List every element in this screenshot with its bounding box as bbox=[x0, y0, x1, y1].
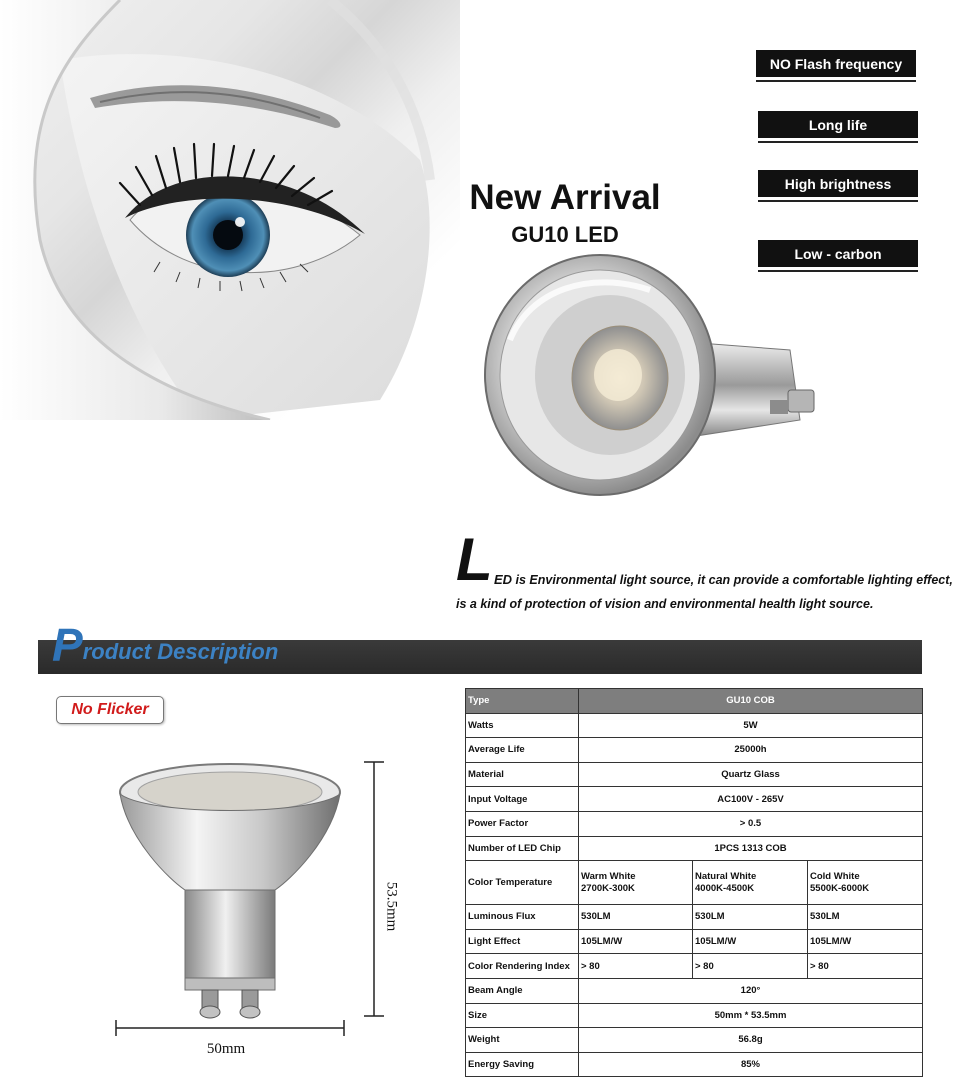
spec-label: Input Voltage bbox=[466, 787, 579, 812]
spec-value: 530LM bbox=[808, 905, 923, 930]
spec-label: Weight bbox=[466, 1028, 579, 1053]
eye-illustration bbox=[0, 0, 460, 420]
spec-row-color-temperature bbox=[466, 861, 923, 905]
spec-value: Quartz Glass bbox=[579, 762, 923, 787]
feature-badge-high-brightness: High brightness bbox=[758, 170, 918, 200]
spec-value: AC100V - 265V bbox=[579, 787, 923, 812]
spec-label: Energy Saving bbox=[466, 1052, 579, 1077]
intro-line-1 bbox=[494, 568, 953, 592]
spec-value: 120° bbox=[579, 978, 923, 1003]
dimension-drawing bbox=[100, 750, 390, 1050]
spec-row bbox=[466, 1028, 923, 1053]
spec-label: Power Factor bbox=[466, 811, 579, 836]
spec-value: 105LM/W bbox=[808, 929, 923, 954]
spec-value: 5W bbox=[579, 713, 923, 738]
spec-row bbox=[466, 929, 923, 954]
color-temp-range: 2700K-300K bbox=[581, 882, 635, 894]
spec-value: > 0.5 bbox=[579, 811, 923, 836]
intro-drop-cap-rest: ED bbox=[494, 572, 513, 587]
spec-value: > 80 bbox=[808, 954, 923, 979]
spec-value: 85% bbox=[579, 1052, 923, 1077]
eye-photo bbox=[0, 0, 460, 420]
spec-value: > 80 bbox=[693, 954, 808, 979]
spec-row bbox=[466, 811, 923, 836]
spec-label: Color Temperature bbox=[466, 861, 579, 905]
spec-value: > 80 bbox=[579, 954, 693, 979]
section-title-rest: roduct Description bbox=[82, 639, 279, 664]
spec-value bbox=[579, 861, 693, 905]
spec-label: Material bbox=[466, 762, 579, 787]
color-temp-range: 5500K-6000K bbox=[810, 882, 870, 894]
spec-row bbox=[466, 978, 923, 1003]
spec-value: 1PCS 1313 COB bbox=[579, 836, 923, 861]
spec-value: 56.8g bbox=[579, 1028, 923, 1053]
spec-row bbox=[466, 738, 923, 763]
spec-row bbox=[466, 1003, 923, 1028]
spec-value: 25000h bbox=[579, 738, 923, 763]
spec-row bbox=[466, 713, 923, 738]
no-flicker-badge: No Flicker bbox=[56, 696, 164, 724]
spec-label: Size bbox=[466, 1003, 579, 1028]
spec-label: Watts bbox=[466, 713, 579, 738]
height-dimension-label: 53.5mm bbox=[383, 881, 400, 932]
spec-value bbox=[693, 861, 808, 905]
arrival-title: New Arrival bbox=[469, 178, 661, 217]
spec-label: Number of LED Chip bbox=[466, 836, 579, 861]
color-temp-name: Natural White bbox=[695, 870, 757, 882]
spec-label: Average Life bbox=[466, 738, 579, 763]
spec-value: GU10 COB bbox=[579, 689, 923, 714]
spec-row bbox=[466, 954, 923, 979]
spec-row bbox=[466, 905, 923, 930]
spec-value: 50mm * 53.5mm bbox=[579, 1003, 923, 1028]
arrival-subtitle: GU10 LED bbox=[511, 222, 619, 247]
width-dimension-label: 50mm bbox=[206, 1041, 246, 1057]
spec-row bbox=[466, 1052, 923, 1077]
color-temp-name: Cold White bbox=[810, 870, 860, 882]
feature-badge-long-life: Long life bbox=[758, 111, 918, 141]
section-title bbox=[52, 618, 278, 672]
spec-label: Type bbox=[466, 689, 579, 714]
spec-header-row bbox=[466, 689, 923, 714]
intro-line-2: is a kind of protection of vision and environmental health light source. bbox=[456, 597, 874, 611]
spec-value: 105LM/W bbox=[693, 929, 808, 954]
color-temp-name: Warm White bbox=[581, 870, 636, 882]
spec-value bbox=[808, 861, 923, 905]
spec-row bbox=[466, 836, 923, 861]
spec-value: 530LM bbox=[579, 905, 693, 930]
spec-value: 105LM/W bbox=[579, 929, 693, 954]
color-temp-range: 4000K-4500K bbox=[695, 882, 755, 894]
spec-row bbox=[466, 787, 923, 812]
spec-row bbox=[466, 762, 923, 787]
spec-label: Color Rendering Index bbox=[466, 954, 579, 979]
feature-badge-no-flash: NO Flash frequency bbox=[756, 50, 916, 80]
spec-table bbox=[465, 688, 923, 1077]
feature-badge-low-carbon: Low - carbon bbox=[758, 240, 918, 270]
spec-label: Luminous Flux bbox=[466, 905, 579, 930]
spec-label: Light Effect bbox=[466, 929, 579, 954]
spec-label: Beam Angle bbox=[466, 978, 579, 1003]
intro-drop-cap: L bbox=[456, 526, 493, 593]
spec-value: 530LM bbox=[693, 905, 808, 930]
bulb-product-image bbox=[470, 250, 830, 540]
intro-line-1-text: is Environmental light source, it can provide a comfortable lighting effect, bbox=[512, 573, 953, 587]
section-title-cap: P bbox=[52, 619, 83, 671]
